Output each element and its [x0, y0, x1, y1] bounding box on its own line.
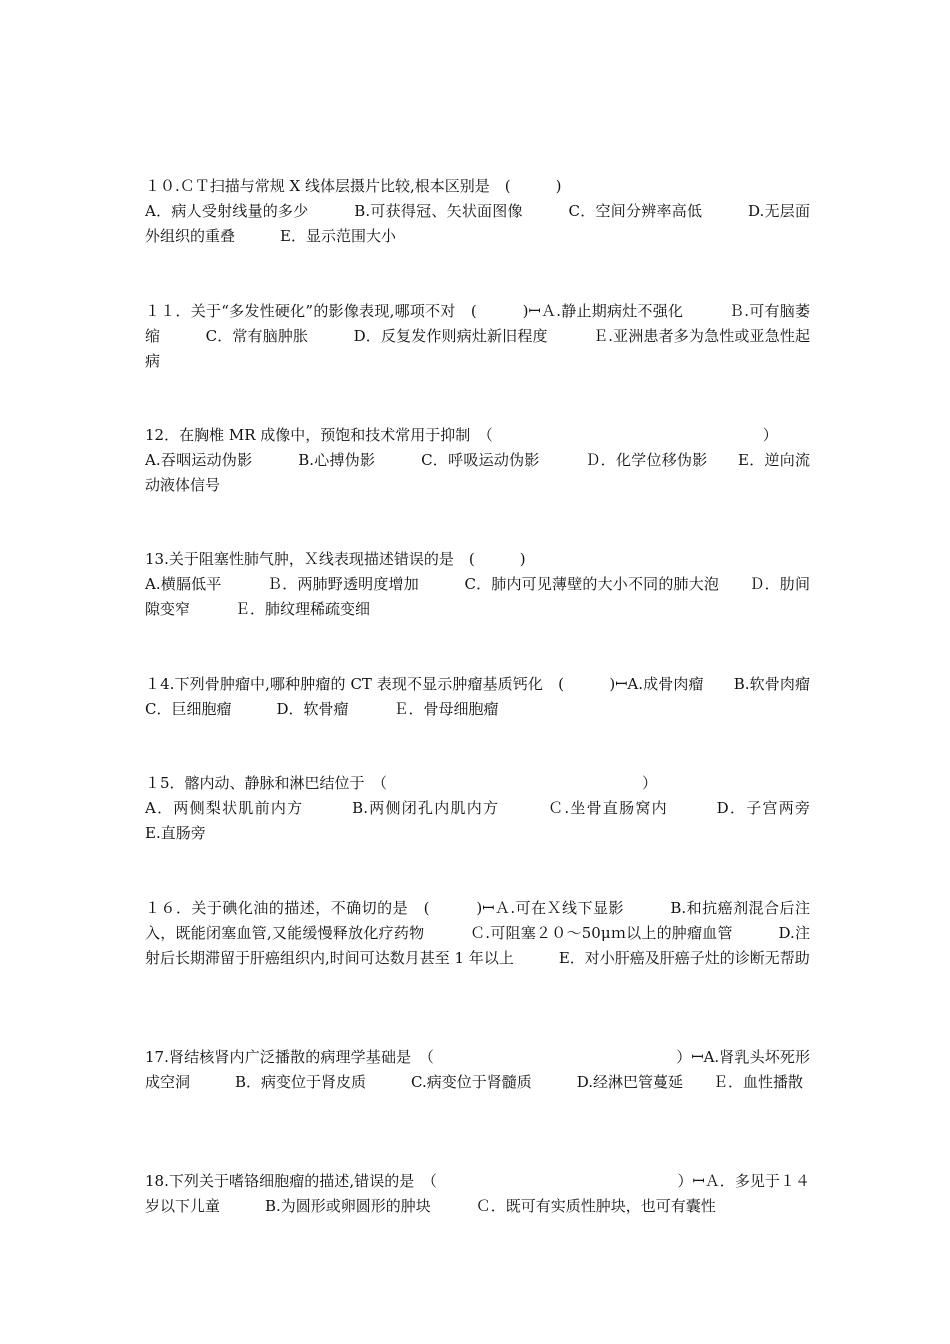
- question-13: 13.关于阻塞性肺气肿，Ｘ线表现描述错误的是 ( ) A.横膈低平 Ｂ．两肺野透明度增加 C．肺内可见薄壁的大小不同的肺大泡 Ｄ．肋间隙变窄 Ｅ．肺纹理稀疏变细: [145, 550, 810, 618]
- question-17: 17.肾结核肾内广泛播散的病理学基础是 （ ）ꟷA.肾乳头坏死形成空洞 B．病变位于肾皮质 C.病变位于肾髓质 D.经淋巴管蔓延 Ｅ．血性播散: [145, 1048, 810, 1091]
- question-14: １4.下列骨肿瘤中,哪种肿瘤的 CT 表现不显示肿瘤基质钙化 ( )ꟷA.成骨肉瘤 B.软骨肉瘤 C．巨细胞瘤 D．软骨瘤 Ｅ．骨母细胞瘤: [145, 675, 856, 718]
- question-12: 12．在胸椎 MR 成像中，预饱和技术常用于抑制 （ ） A.吞咽运动伪影 B.心搏伪影 C．呼吸运动伪影 Ｄ．化学位移伪影 E．逆向流动液体信号: [145, 426, 810, 494]
- question-16: １６．关于碘化油的描述，不确切的是 ( )ꟷＡ.可在Ｘ线下显影 B.和抗癌剂混合后注入，既能闭塞血管,又能缓慢释放化疗药物 Ｃ.可阻塞２０～50μｍ以上的肿瘤血管 D.注射后长期滞留于肝癌组织内,时间可达数月甚至 1 年以上 E．对小肝癌及肝癌子灶的诊断无帮助: [145, 899, 810, 967]
- question-10: １０.ＣＴ扫描与常规 X 线体层摄片比较,根本区别是 ( ) A．病人受射线量的多少 B.可获得冠、矢状面图像 C．空间分辨率高低 D.无层面外组织的重叠 E．显示范围大小: [145, 177, 810, 245]
- question-18: 18.下列关于嗜铬细胞瘤的描述,错误的是 （ ）ꟷＡ．多见于１４岁以下儿童 B.为圆形或卵圆形的肿块 Ｃ．既可有实质性肿块，也可有囊性: [145, 1172, 810, 1215]
- question-15: １5．髂内动、静脉和淋巴结位于 （ ） A．两侧梨状肌前内方 B.两侧闭孔内肌内方 Ｃ.坐骨直肠窝内 D．子宫两旁 E.直肠旁: [145, 774, 810, 842]
- question-11: １１．关于“多发性硬化”的影像表现,哪项不对 ( )ꟷＡ.静止期病灶不强化 Ｂ.可有脑萎缩 C．常有脑肿胀 D．反复发作则病灶新旧程度 Ｅ.亚洲患者多为急性或亚急性起病: [145, 302, 810, 370]
